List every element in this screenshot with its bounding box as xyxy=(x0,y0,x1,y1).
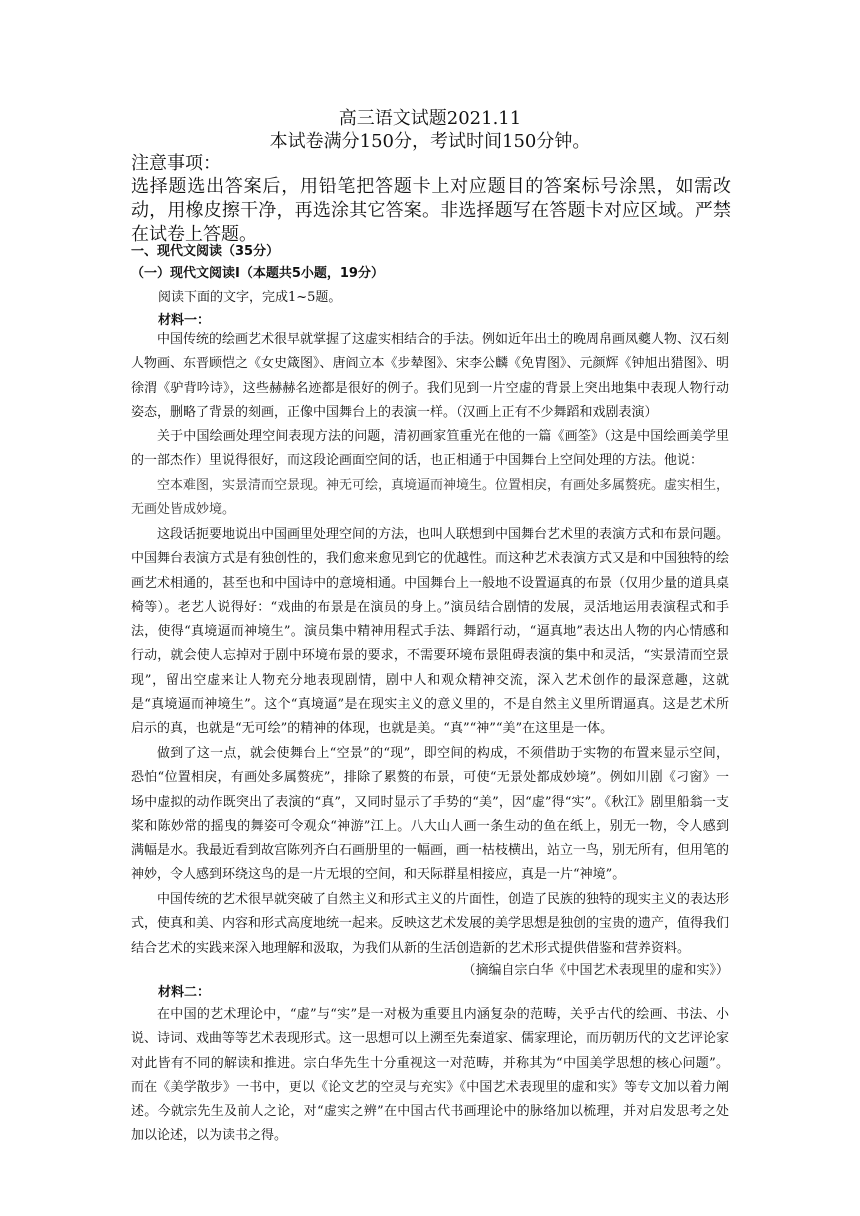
material-2-paragraph: 在中国的艺术理论中，“虚”与“实”是一对极为重要且内涵复杂的范畴，关乎古代的绘画、书法、小说、诗词、戏曲等等艺术表现形式。这一思想可以上溯至先秦道家、儒家理论，而历朝历代的文艺评论家对此皆有不同的解读和推进。宗白华先生十分重视这一对范畴，并称其为“中国美学思想的核心问题”。而在《美学散步》一书中，更以《论文艺的空灵与充实》《中国艺术表现里的虚和实》等专文加以着力阐述。今就宗先生及前人之论，对“虚实之辨”在中国古代书画理论中的脉络加以梳理，并对启发思考之处加以论述，以为读书之得。 xyxy=(131,1007,730,1144)
material-1-paragraph: 中国传统的绘画艺术很早就掌握了这虚实相结合的手法。例如近年出土的晚周帛画凤夔人物、汉石刻人物画、东晋顾恺之《女史箴图》、唐阎立本《步辇图》、宋李公麟《免胄图》、元颜辉《钟旭出猎图》、明徐渭《驴背吟诗》，这些赫赫名迹都是很好的例子。我们见到一片空虚的背景上突出地集中表现人物行动姿态，删略了背景的刻画，正像中国舞台上的表演一样。（汉画上正有不少舞蹈和戏剧表演） xyxy=(131,332,730,420)
notice-heading: 注意事项： xyxy=(131,153,221,174)
exam-subtitle: 本试卷满分150分，考试时间150分钟。 xyxy=(269,131,591,152)
material-1-paragraph: 做到了这一点，就会使舞台上“空景”的“现”，即空间的构成，不须借助于实物的布置来显示空间，恐怕“位置相戾，有画处多属赘疣”，排除了累赘的布景，可使“无景处都成妙境”。例如川剧《刁窗》一场中虚拟的动作既突出了表演的“真”，又同时显示了手势的“美”，因“虚”得“实”。《秋江》剧里船翁一支桨和陈妙常的摇曳的舞姿可令观众“神游”江上。八大山人画一条生动的鱼在纸上，别无一物，令人感到满幅是水。我最近看到故宫陈列齐白石画册里的一幅画，画一枯枝横出，站立一鸟，别无所有，但用笔的神妙，令人感到环绕这鸟的是一片无垠的空间，和天际群星相接应，真是一片“神境”。 xyxy=(131,746,730,883)
material-1-paragraph: 中国传统的艺术很早就突破了自然主义和形式主义的片面性，创造了民族的独特的现实主义的表达形式，使真和美、内容和形式高度地统一起来。反映这艺术发展的美学思想是独创的宝贵的遗产，值得我们结合艺术的实践来深入地理解和汲取，为我们从新的生活创造新的艺术形式提供借鉴和营养资料。 xyxy=(131,892,730,956)
exam-title: 高三语文试题2021.11 xyxy=(338,108,522,129)
material-1-label: 材料一： xyxy=(158,313,211,328)
reading-instruction: 阅读下面的文字，完成1~5题。 xyxy=(158,290,342,305)
material-1-source: （摘编自宗白华《中国艺术表现里的虚和实》） xyxy=(462,963,729,978)
notice-body: 选择题选出答案后，用铅笔把答题卡上对应题目的答案标号涂黑，如需改动，用橡皮擦干净，再选涂其它答案。非选择题写在答题卡对应区域。严禁在试卷上答题。 xyxy=(131,176,731,245)
material-2-label: 材料二： xyxy=(158,985,211,1000)
subsection-heading: （一）现代文阅读Ⅰ（本题共5小题，19分） xyxy=(131,266,384,281)
material-1-paragraph: 关于中国绘画处理空间表现方法的问题，清初画家笪重光在他的一篇《画筌》（这是中国绘画美学里的一部杰作）里说得很好，而这段论画面空间的话，也正相通于中国舞台上空间处理的方法。他说： xyxy=(131,429,729,469)
section-heading: 一、现代文阅读（35分） xyxy=(131,244,280,259)
material-1-paragraph: 这段话扼要地说出中国画里处理空间的方法，也叫人联想到中国舞台艺术里的表演方式和布景问题。中国舞台表演方式是有独创性的，我们愈来愈见到它的优越性。而这种艺术表演方式又是和中国独特的绘画艺术相通的，甚至也和中国诗中的意境相通。中国舞台上一般地不设置逼真的布景（仅用少量的道具桌椅等）。老艺人说得好：“戏曲的布景是在演员的身上。”演员结合剧情的发展，灵活地运用表演程式和手法，使得“真境逼而神境生”。演员集中精神用程式手法、舞蹈行动，“逼真地”表达出人物的内心情感和行动，就会使人忘掉对于剧中环境布景的要求，不需要环境布景阻碍表演的集中和灵活，“实景清而空景现”，留出空虚来让人物充分地表现剧情，剧中人和观众精神交流，深入艺术创作的最深意趣，这就是“真境逼而神境生”。这个“真境逼”是在现实主义的意义里的，不是自然主义里所谓逼真。这是艺术所启示的真，也就是“无可绘”的精神的体现，也就是美。“真”“神”“美”在这里是一体。 xyxy=(131,527,730,737)
material-1-quotation: 空本难图，实景清而空景现。神无可绘，真境逼而神境生。位置相戾，有画处多属赘疣。虚实相生，无画处皆成妙境。 xyxy=(131,478,730,518)
